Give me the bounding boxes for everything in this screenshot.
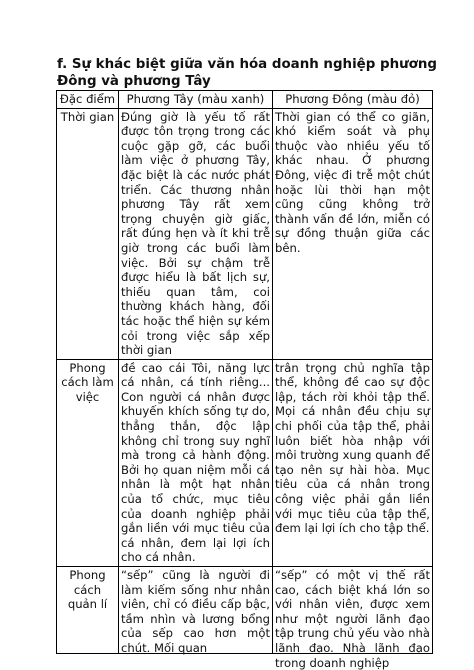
header-criterion: Đặc điểm xyxy=(57,91,119,109)
table-header-row xyxy=(57,91,433,109)
table-row xyxy=(57,359,433,566)
row-criterion xyxy=(57,567,119,654)
header-east: Phương Đông (màu đỏ) xyxy=(273,91,433,109)
row-criterion-text: Phong cách quản lí xyxy=(67,568,108,612)
row-criterion: Thời gian xyxy=(57,108,119,359)
row-east-cell xyxy=(273,567,433,670)
row-west-cell xyxy=(119,567,273,654)
table-row xyxy=(57,567,433,654)
section-heading: f. Sự khác biệt giữa văn hóa doanh nghiệp phương Đông và phương Tây xyxy=(57,57,437,89)
row-east-text: Thời gian có thể co giãn, khó kiểm soát và phụ thuộc vào nhiều yếu tố khác nhau. Ở phương Đông, việc đi trễ một chút hoặc lùi thời hạn một cũng cũng không trở thành vấn đề lớn, miễn có sự đồng thuận giữa các bên. xyxy=(273,108,433,359)
row-west-text: đề cao cái Tôi, năng lực cá nhân, cá tính riêng... Con người cá nhân được khuyến khích sống tự do, thẳng thắn, độc lập không chỉ trong suy nghĩ mà trong cả hành động. Bởi họ quan niệm mỗi cá nhân là một hạt nhân của tổ chức, mục tiêu của doanh nghiệp phải gắn liền với mục tiêu của cá nhân, đem lại lợi ích cho cá nhân. xyxy=(119,359,273,566)
header-west: Phương Tây (màu xanh) xyxy=(119,91,273,109)
table-row xyxy=(57,108,433,359)
row-west-text: Đúng giờ là yếu tố rất được tôn trọng trong các cuộc gặp gỡ, các buổi làm việc ở phương Tây, đặc biệt là các nước phát triển. Các thương nhân phương Tây rất xem trọng chuyện giờ giấc, rất đúng hẹn và ít khi trễ giờ trong các buổi làm việc. Bởi sự chậm trễ được hiểu là bất lịch sự, thiếu quan tâm, coi thường khách hàng, đối tác hoặc thể hiện sự kém cỏi trong việc sắp xếp thời gian xyxy=(119,108,273,359)
row-east-text: trân trọng chủ nghĩa tập thể, không đề cao sự độc lập, tách rời khỏi tập thể. Mọi cá nhân đều chịu sự chi phối của tập thể, phải luôn biết hòa nhập với môi trường xung quanh để tạo nên sự hài hòa. Mục tiêu của cá nhân trong công việc phải gắn liền với mục tiêu của tập thể, đem lại lợi ích cho tập thể. xyxy=(273,359,433,566)
row-east-text: “sếp” có một vị thế rất cao, cách biệt khá lớn so với nhân viên, được xem như một người lãnh đạo tập trung chủ yếu vào nhà lãnh đạo. Nhà lãnh đạo trong doanh nghiệp xyxy=(275,568,430,670)
row-west-text: “sếp” cũng là người đi làm kiếm sống như nhân viên, chỉ có điều cấp bậc, tầm nhìn và lương bổng của sếp cao hơn một chút. Mối quan xyxy=(121,568,270,655)
row-criterion: Phong cách làm việc xyxy=(57,359,119,566)
comparison-table xyxy=(56,90,433,670)
